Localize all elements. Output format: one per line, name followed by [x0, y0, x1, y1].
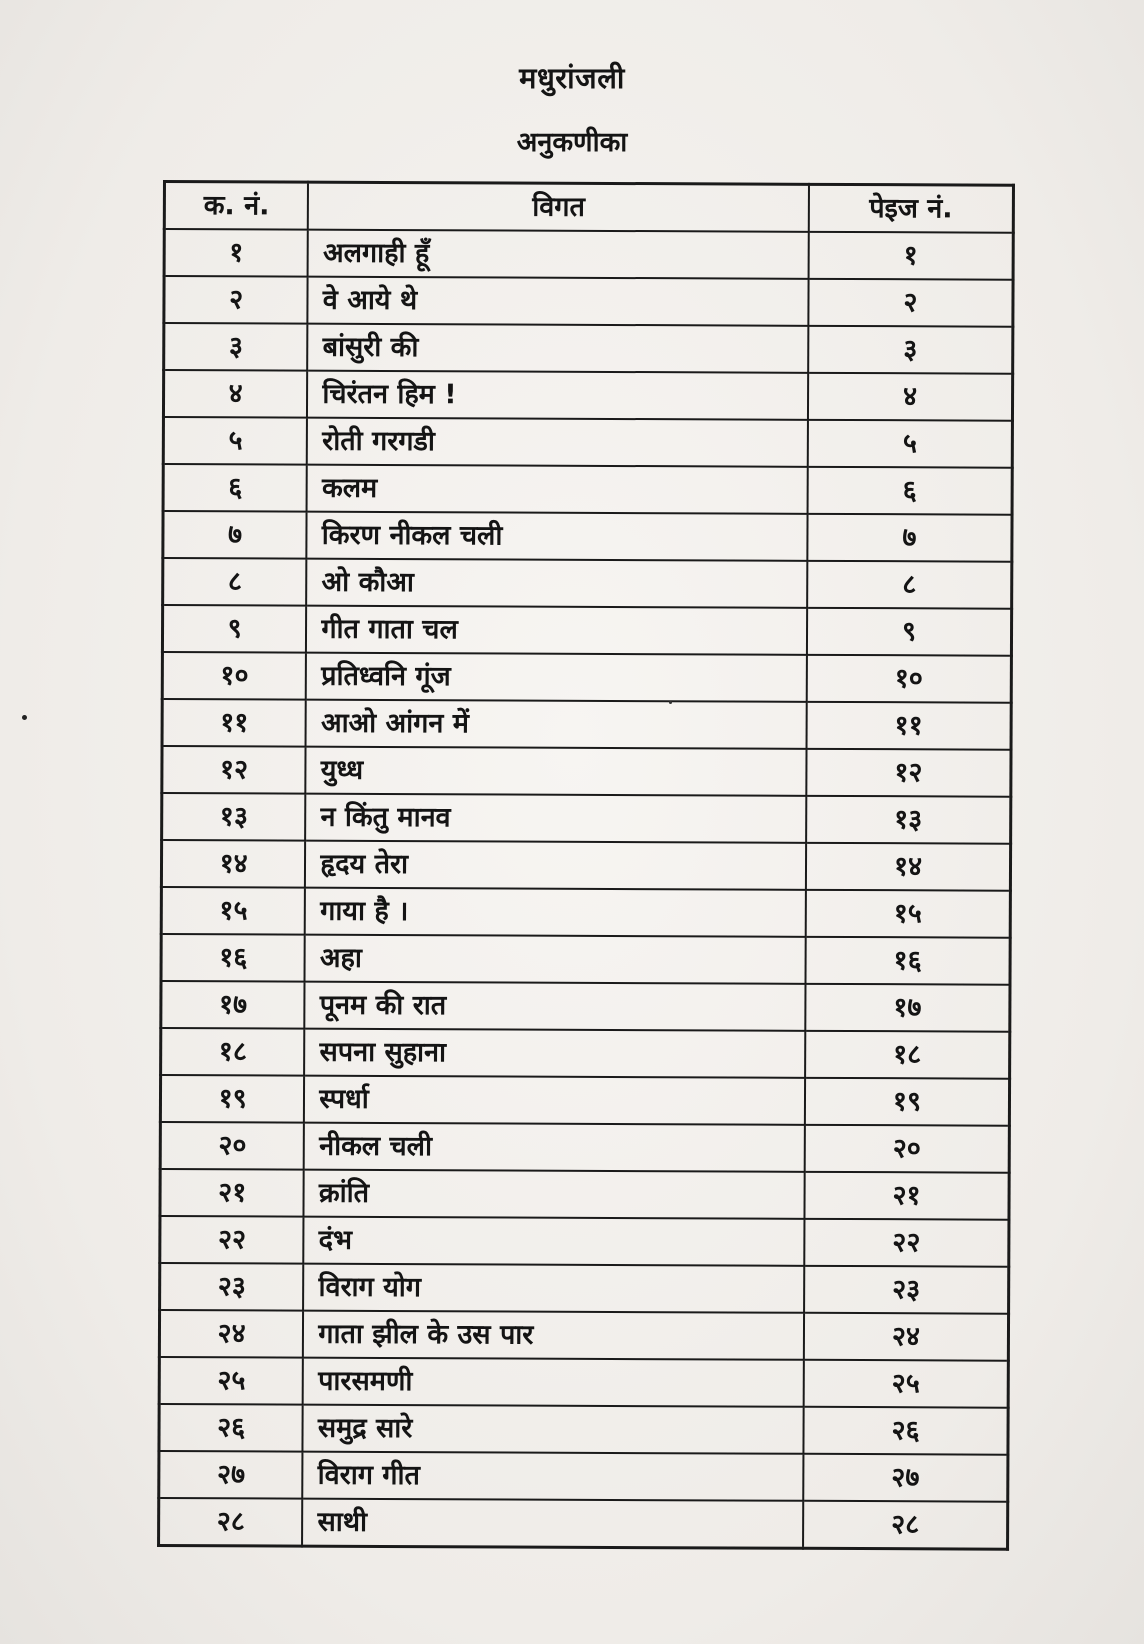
serial-number-cell: २४: [159, 1310, 303, 1358]
table-row: [160, 1075, 1009, 1126]
page-number-cell: १८: [805, 1031, 1010, 1079]
serial-number-cell: ९: [162, 605, 306, 653]
serial-number-cell: १५: [161, 887, 305, 935]
page-number-cell: २५: [804, 1360, 1009, 1408]
table-row: [163, 464, 1012, 515]
table-row: [164, 229, 1013, 280]
title-cell: समुद्र सारे: [303, 1405, 804, 1454]
table-row: [160, 1263, 1009, 1314]
serial-number-cell: २२: [160, 1216, 304, 1264]
table-row: [161, 1028, 1010, 1079]
title-cell: हृदय तेरा: [305, 841, 806, 890]
table-row: [163, 417, 1012, 468]
page-number-cell: ३: [808, 326, 1013, 374]
serial-number-cell: ४: [163, 370, 307, 418]
page-number-cell: २१: [805, 1172, 1010, 1220]
page-number-cell: २२: [804, 1219, 1009, 1267]
page-number-cell: ७: [807, 514, 1012, 562]
title-cell: वे आये थे: [308, 277, 809, 326]
page-number-cell: १४: [806, 843, 1011, 891]
serial-number-cell: १३: [162, 793, 306, 841]
column-header-page-number: पेइज नं.: [809, 184, 1014, 232]
table-row: [159, 1404, 1008, 1455]
page-number-cell: ५: [808, 420, 1013, 468]
table-row: [159, 1310, 1008, 1361]
serial-number-cell: ५: [163, 417, 307, 465]
table-row: [163, 558, 1012, 609]
title-cell: विराग योग: [303, 1264, 804, 1313]
title-cell: सपना सुहाना: [304, 1029, 805, 1078]
title-cell: प्रतिध्वनि गूंज: [306, 653, 807, 702]
serial-number-cell: २५: [159, 1357, 303, 1405]
table-header-row: [164, 182, 1013, 233]
title-cell: साथी: [302, 1499, 803, 1549]
table-row: [164, 276, 1013, 327]
table-row: [162, 746, 1011, 797]
book-title: मधुरांजली: [519, 61, 625, 95]
serial-number-cell: १२: [162, 746, 306, 794]
page-number-cell: ९: [807, 608, 1012, 656]
title-cell: क्रांति: [304, 1170, 805, 1219]
title-cell: पूनम की रात: [305, 982, 806, 1031]
serial-number-cell: ११: [162, 699, 306, 747]
serial-number-cell: १६: [161, 934, 305, 982]
page-number-cell: १७: [805, 984, 1010, 1032]
table-row: [162, 652, 1011, 703]
page-number-cell: १०: [807, 655, 1012, 703]
page-number-cell: २८: [803, 1501, 1008, 1549]
ink-speck: [22, 715, 27, 720]
table-row: [160, 1122, 1009, 1173]
column-header-serial-number: क. नं.: [164, 182, 308, 230]
title-cell: कलम: [307, 465, 808, 514]
page-number-cell: २३: [804, 1266, 1009, 1314]
page-number-cell: ६: [808, 467, 1013, 515]
ink-speck: [669, 701, 672, 704]
title-cell: गीत गाता चल: [306, 606, 807, 655]
serial-number-cell: १०: [162, 652, 306, 700]
serial-number-cell: ६: [163, 464, 307, 512]
serial-number-cell: १: [164, 229, 308, 277]
serial-number-cell: ८: [163, 558, 307, 606]
table-row: [159, 1498, 1008, 1549]
title-cell: आओ आंगन में: [306, 700, 807, 749]
table-row: [162, 793, 1011, 844]
table-row: [164, 323, 1013, 374]
title-cell: विराग गीत: [303, 1452, 804, 1501]
page-number-cell: २: [808, 279, 1013, 327]
serial-number-cell: २०: [160, 1122, 304, 1170]
serial-number-cell: २: [164, 276, 308, 324]
title-cell: अलगाही हूँ: [308, 230, 809, 279]
page-number-cell: ८: [807, 561, 1012, 609]
table-row: [159, 1357, 1008, 1408]
serial-number-cell: १९: [160, 1075, 304, 1123]
serial-number-cell: २१: [160, 1169, 304, 1217]
table-row: [163, 370, 1012, 421]
serial-number-cell: १७: [161, 981, 305, 1029]
table-row: [162, 605, 1011, 656]
page-number-cell: १६: [806, 937, 1011, 985]
serial-number-cell: ३: [164, 323, 308, 371]
table-body: [159, 229, 1014, 1549]
title-cell: रोती गरगडी: [307, 418, 808, 467]
table-row: [161, 981, 1010, 1032]
page-number-cell: २४: [804, 1313, 1009, 1361]
table-of-contents: [157, 180, 1015, 1551]
title-cell: न किंतु मानव: [305, 794, 806, 843]
serial-number-cell: २७: [159, 1451, 303, 1499]
table-row: [161, 840, 1010, 891]
serial-number-cell: १४: [161, 840, 305, 888]
page-number-cell: २०: [805, 1125, 1010, 1173]
title-cell: अहा: [305, 935, 806, 984]
title-cell: गाता झील के उस पार: [303, 1311, 804, 1360]
title-cell: किरण नीकल चली: [307, 512, 808, 561]
table-row: [163, 511, 1012, 562]
serial-number-cell: २३: [160, 1263, 304, 1311]
page-number-cell: १९: [805, 1078, 1010, 1126]
serial-number-cell: २८: [159, 1498, 303, 1546]
page-number-cell: १२: [806, 749, 1011, 797]
title-cell: युध्ध: [306, 747, 807, 796]
title-cell: चिरंतन हिम !: [307, 371, 808, 420]
table-row: [160, 1169, 1009, 1220]
title-cell: स्पर्धा: [304, 1076, 805, 1125]
serial-number-cell: ७: [163, 511, 307, 559]
page-number-cell: २७: [803, 1454, 1008, 1502]
title-cell: नीकल चली: [304, 1123, 805, 1172]
serial-number-cell: १८: [161, 1028, 305, 1076]
title-cell: ओ कौआ: [306, 559, 807, 608]
page-number-cell: ११: [807, 702, 1012, 750]
title-cell: पारसमणी: [303, 1358, 804, 1407]
index-heading: अनुकणीका: [516, 127, 628, 158]
title-cell: गाया है ।: [305, 888, 806, 937]
table-row: [160, 1216, 1009, 1267]
page-number-cell: १: [809, 232, 1014, 280]
page-number-cell: १५: [806, 890, 1011, 938]
page-number-cell: ४: [808, 373, 1013, 421]
column-header-title: विगत: [308, 182, 809, 232]
table-row: [161, 887, 1010, 938]
table-row: [161, 934, 1010, 985]
table-row: [159, 1451, 1008, 1502]
table-row: [162, 699, 1011, 750]
title-cell: बांसुरी की: [308, 324, 809, 373]
serial-number-cell: २६: [159, 1404, 303, 1452]
title-cell: दंभ: [304, 1217, 805, 1266]
page-number-cell: २६: [803, 1407, 1008, 1455]
page-number-cell: १३: [806, 796, 1011, 844]
